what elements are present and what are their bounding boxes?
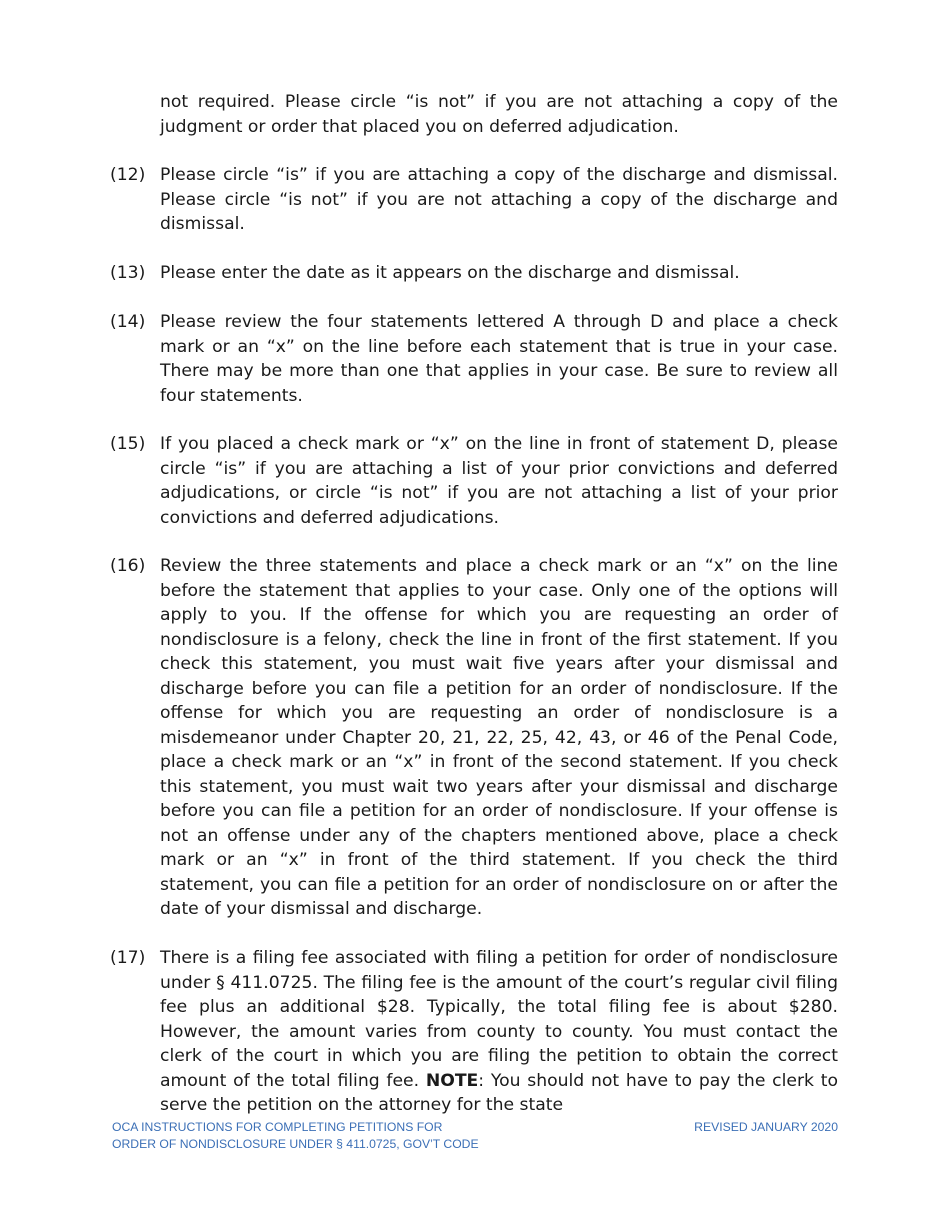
- item-number: (15): [110, 434, 146, 454]
- item-number: (12): [110, 165, 146, 185]
- footer-revision: REVISED JANUARY 2020: [694, 1120, 838, 1134]
- item-text: Please review the four statements lettered A through D and place a check mark or an “x” on the line before each statement that is true in your case. There may be more than one that applies in your case. Be sure to review all four statements.: [160, 312, 838, 406]
- continuation-paragraph: not required. Please circle “is not” if you are not attaching a copy of the judgment or order that placed you on deferred adjudication.: [160, 92, 838, 137]
- item-number: (16): [110, 556, 146, 576]
- instruction-item-14: [110, 310, 838, 408]
- item-number: (14): [110, 312, 146, 332]
- instruction-item-13: [110, 261, 838, 286]
- item-text: Please circle “is” if you are attaching a copy of the discharge and dismissal. Please circle “is not” if you are not attaching a copy of the discharge and dismissal.: [160, 165, 838, 234]
- page-footer: [112, 1119, 838, 1153]
- item-text: Please enter the date as it appears on the discharge and dismissal.: [160, 263, 740, 283]
- instruction-item-17: [110, 946, 838, 1118]
- footer-left: [112, 1119, 479, 1153]
- item-text: If you placed a check mark or “x” on the line in front of statement D, please circle “is” if you are attaching a list of your prior convictions and deferred adjudications, or circle “is not” if you are not attaching a list of your prior convictions and deferred adjudications.: [160, 434, 838, 528]
- item-text: [160, 946, 838, 1118]
- footer-title-line-1: OCA INSTRUCTIONS FOR COMPLETING PETITIONS FOR: [112, 1120, 443, 1134]
- instruction-item-12: [110, 163, 838, 237]
- item-number: (13): [110, 263, 146, 283]
- item-text: Review the three statements and place a check mark or an “x” on the line before the statement that applies to your case. Only one of the options will apply to you. If the offense for which you are requesting an order of nondisclosure is a felony, check the line in front of the first statement. If you check this statement, you must wait five years after your dismissal and discharge before you can file a petition for an order of nondisclosure. If the offense for which you are requesting an order of nondisclosure is a misdemeanor under Chapter 20, 21, 22, 25, 42, 43, or 46 of the Penal Code, place a check mark or an “x” in front of the second statement. If you check this statement, you must wait two years after your dismissal and discharge before you can file a petition for an order of nondisclosure. If your offense is not an offense under any of the chapters mentioned above, place a check mark or an “x” in front of the third statement. If you check the third statement, you can file a petition for an order of nondisclosure on or after the date of your dismissal and discharge.: [160, 556, 838, 919]
- note-label: NOTE: [425, 1070, 479, 1091]
- footer-title-line-2: ORDER OF NONDISCLOSURE UNDER § 411.0725, GOV’T CODE: [112, 1137, 479, 1151]
- instruction-item-16: [110, 554, 838, 922]
- item-text-part: There is a filing fee associated with filing a petition for order of nondisclosure under § 411.0725. The filing fee is the amount of the court’s regular civil filing fee plus an additional $28. Typically, the total filing fee is about $280. However, the amount varies from county to county. You must contact the clerk of the court in which you are filing the petition to obtain the correct amount of the total filing fee.: [160, 948, 838, 1091]
- item-text-part: : You should not have to pay the clerk to serve the petition on the attorney for the state: [160, 1070, 839, 1115]
- instruction-item-15: [110, 432, 838, 530]
- item-number: (17): [110, 948, 146, 968]
